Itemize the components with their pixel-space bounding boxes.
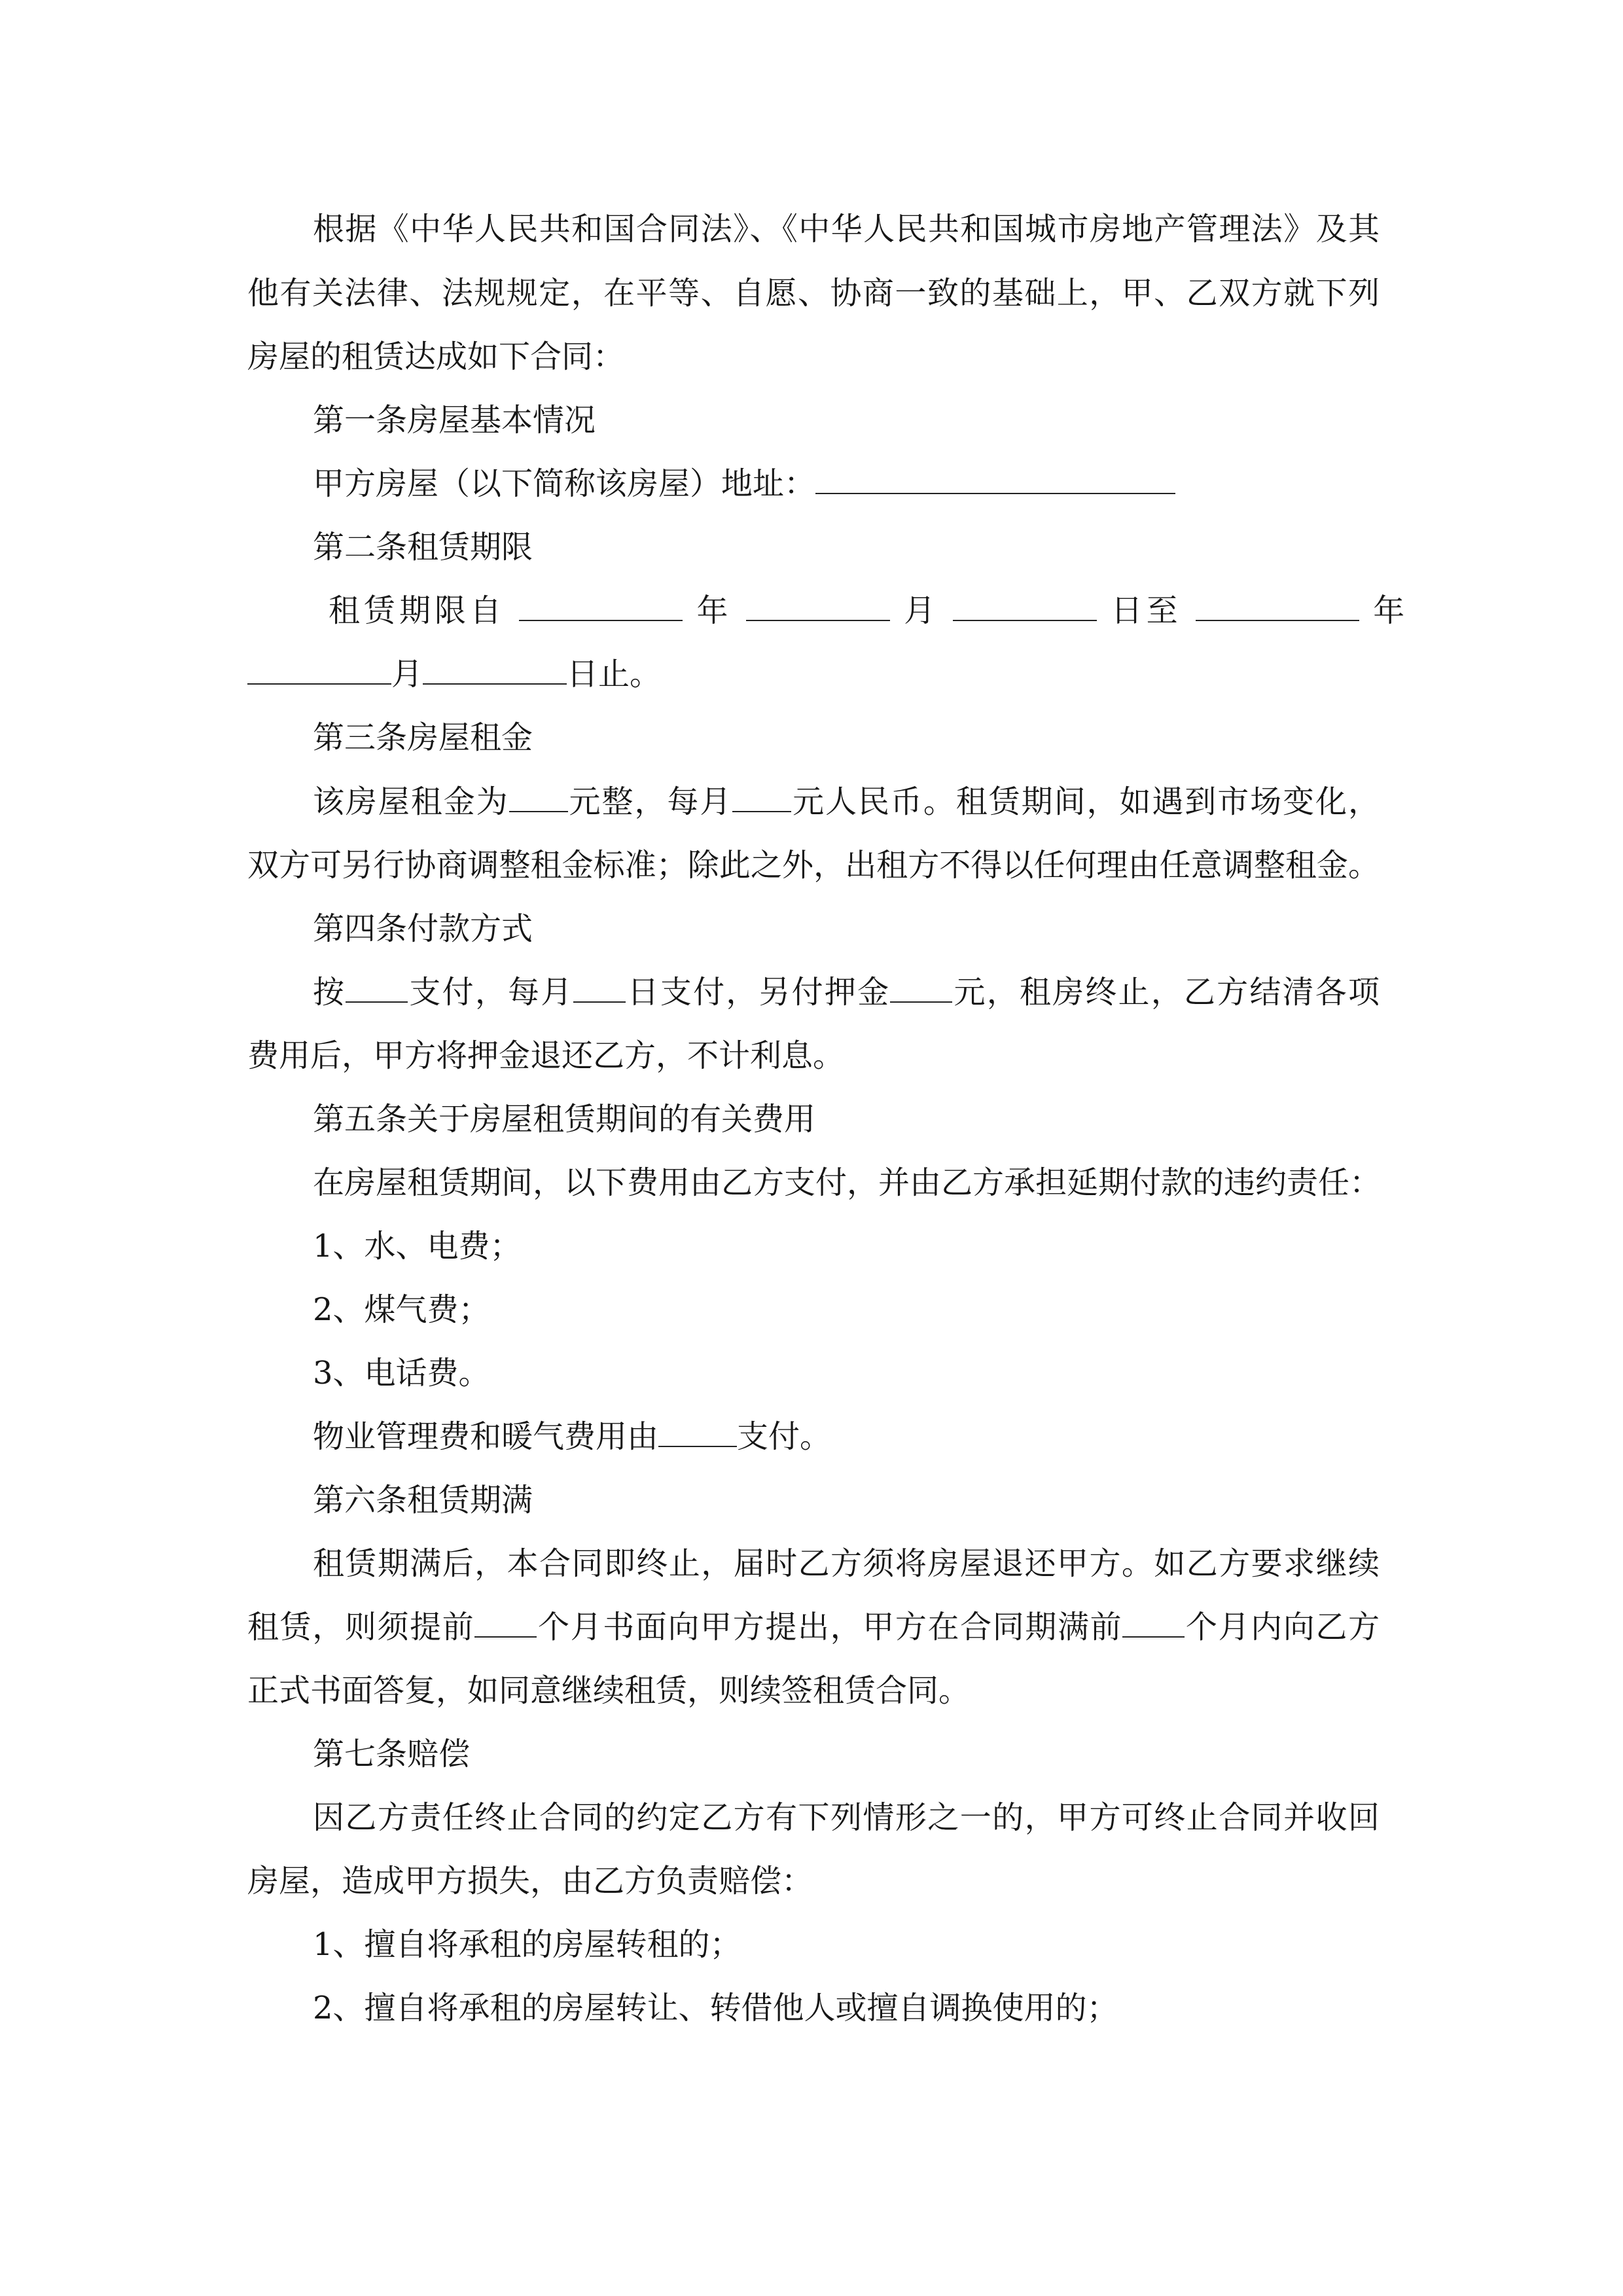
expiry-line-1: 租赁期满后，本合同即终止，届时乙方须将房屋退还甲方。如乙方要求继续 xyxy=(313,1545,1380,1582)
end-month-blank[interactable] xyxy=(247,655,391,685)
expiry-line-3: 正式书面答复，如同意继续租赁，则续签租赁合同。 xyxy=(247,1672,971,1709)
fees-intro: 在房屋租赁期间，以下费用由乙方支付，并由乙方承担延期付款的违约责任： xyxy=(313,1164,1382,1201)
intro-line-2: 他有关法律、法规规定，在平等、自愿、协商一致的基础上，甲、乙双方就下列 xyxy=(247,275,1380,312)
notice-months-blank[interactable] xyxy=(474,1607,537,1638)
address-blank[interactable] xyxy=(815,464,1175,494)
intro-line-1: 根据《中华人民共和国合同法》、《中华人民共和国城市房地产管理法》及其 xyxy=(313,211,1380,247)
payment-method-blank[interactable] xyxy=(346,973,408,1003)
rent-monthly-blank[interactable] xyxy=(732,782,791,812)
address-line: 甲方房屋（以下简称该房屋）地址： xyxy=(313,463,1380,505)
payment-day-blank[interactable] xyxy=(573,973,626,1003)
article-7-heading: 第七条赔偿 xyxy=(313,1736,471,1772)
end-day-blank[interactable] xyxy=(423,655,567,685)
management-fee-line: 物业管理费和暖气费用由 支付。 xyxy=(313,1418,832,1455)
rent-line-2: 双方可另行协商调整租金标准；除此之外，出租方不得以任何理由任意调整租金。 xyxy=(247,847,1380,884)
compensation-line-1: 因乙方责任终止合同的约定乙方有下列情形之一的，甲方可终止合同并收回 xyxy=(313,1799,1380,1836)
compensation-item-2: 2、擅自将承租的房屋转让、转借他人或擅自调换使用的； xyxy=(313,1990,1118,2026)
lease-term-line-1: 租赁期限自 年 月 日至 年 xyxy=(329,592,1409,629)
payment-line-2: 费用后，甲方将押金退还乙方，不计利息。 xyxy=(247,1037,845,1074)
article-5-heading: 第五条关于房屋租赁期间的有关费用 xyxy=(313,1101,816,1138)
deposit-blank[interactable] xyxy=(890,973,952,1003)
reply-months-blank[interactable] xyxy=(1122,1607,1185,1638)
fees-item-2: 2、煤气费； xyxy=(313,1291,490,1328)
article-6-heading: 第六条租赁期满 xyxy=(313,1482,533,1518)
payment-line-1: 按 支付，每月 日支付，另付押金 元，租房终止，乙方结清各项 xyxy=(313,974,1380,1011)
article-2-heading: 第二条租赁期限 xyxy=(313,529,533,565)
start-month-blank[interactable] xyxy=(746,591,890,621)
management-payer-blank[interactable] xyxy=(658,1417,737,1447)
rent-line-1: 该房屋租金为 元整，每月 元人民币。租赁期间，如遇到市场变化， xyxy=(313,783,1380,820)
start-day-blank[interactable] xyxy=(953,591,1097,621)
compensation-item-1: 1、擅自将承租的房屋转租的； xyxy=(313,1926,741,1963)
article-4-heading: 第四条付款方式 xyxy=(313,910,533,947)
start-year-blank[interactable] xyxy=(519,591,683,621)
end-year-blank[interactable] xyxy=(1196,591,1359,621)
rent-total-blank[interactable] xyxy=(509,782,568,812)
article-1-heading: 第一条房屋基本情况 xyxy=(313,402,596,439)
fees-item-1: 1、水、电费； xyxy=(313,1228,522,1265)
fees-item-3: 3、电话费。 xyxy=(313,1355,490,1391)
compensation-line-2: 房屋，造成甲方损失，由乙方负责赔偿： xyxy=(247,1863,813,1899)
article-3-heading: 第三条房屋租金 xyxy=(313,719,533,756)
intro-line-3: 房屋的租赁达成如下合同： xyxy=(247,338,625,375)
expiry-line-2: 租赁，则须提前 个月书面向甲方提出，甲方在合同期满前 个月内向乙方 xyxy=(247,1609,1380,1645)
lease-term-line-2: 月 日止。 xyxy=(247,653,1380,695)
